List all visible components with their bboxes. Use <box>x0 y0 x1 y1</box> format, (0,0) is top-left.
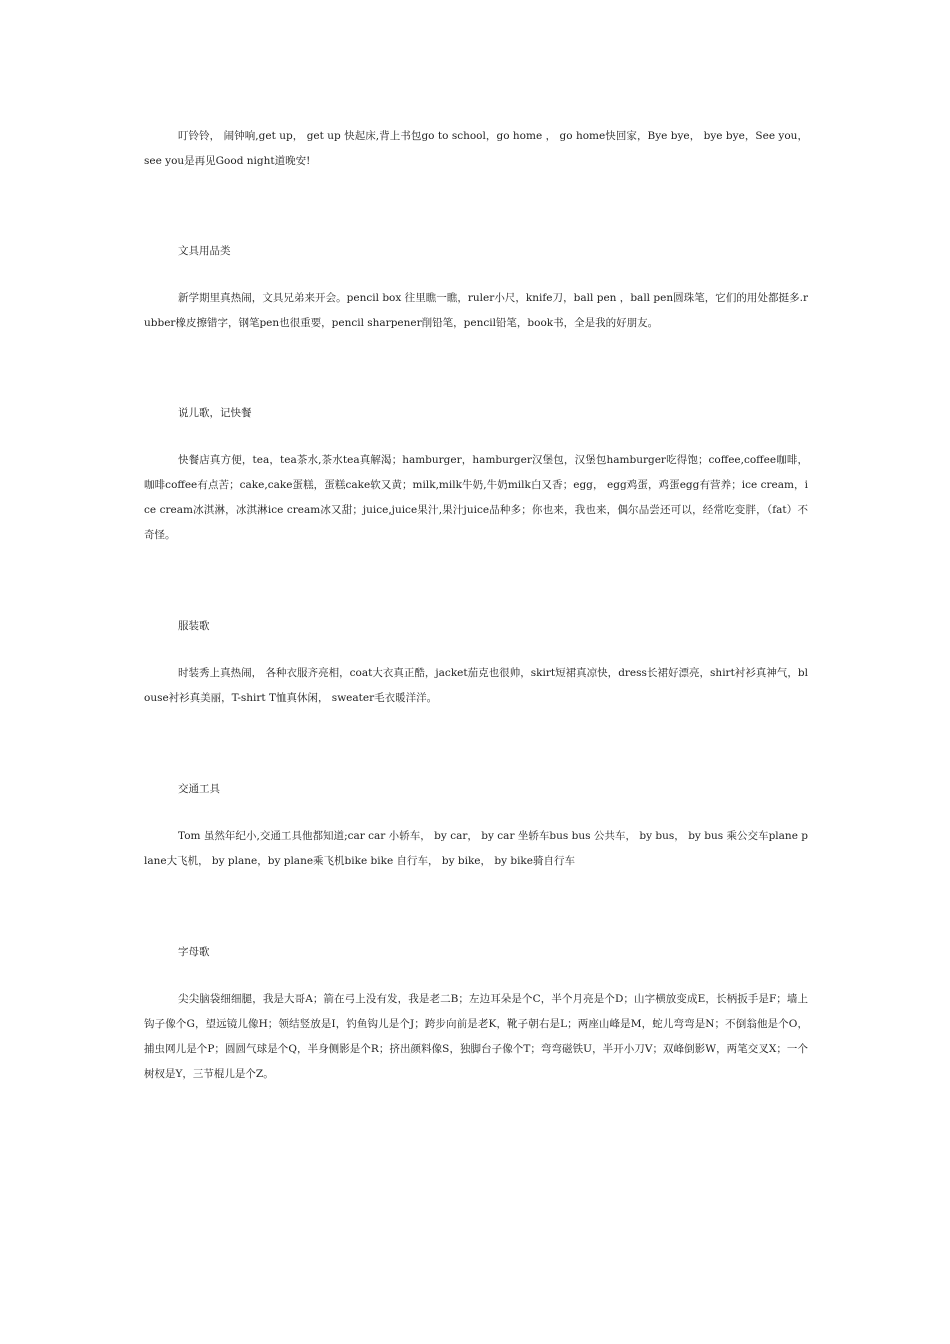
section-body-clothing: 时装秀上真热闹， 各种衣服齐亮相，coat大衣真正酷，jacket茄克也很帅，skirt短裙真凉快，dress长裙好漂亮，shirt衬衫真神气，blouse衬衫真美丽，T-shirt T恤真休闲， sweater毛衣暖洋洋。 <box>144 667 808 704</box>
intro-paragraph: 叮铃铃， 闹钟响,get up， get up 快起床,背上书包go to school，go home ， go home快回家，Bye bye， bye bye，See you， see you是再见Good night道晚安! <box>144 130 808 167</box>
section-title-stationery: 文具用品类 <box>178 245 231 257</box>
section-title-clothing: 服装歌 <box>178 620 210 632</box>
section-body-stationery: 新学期里真热闹，文具兄弟来开会。pencil box 往里瞧一瞧，ruler小尺，knife刀，ball pen ，ball pen圆珠笔，它们的用处都挺多.rubber橡皮擦错字，钢笔pen也很重要，pencil sharpener削铅笔，pencil铅笔，book书，全是我的好朋友。 <box>144 292 808 329</box>
section-title-alphabet: 字母歌 <box>178 946 210 958</box>
section-body-alphabet: 尖尖脑袋细细腿，我是大哥A；箭在弓上没有发，我是老二B；左边耳朵是个C，半个月亮是个D；山字横放变成E，长柄扳手是F；墙上钩子像个G，望远镜儿像H；领结竖放是I，钓鱼钩儿是个J；跨步向前是老K，靴子朝右是L；两座山峰是M，蛇儿弯弯是N；不倒翁他是个O，捕虫网儿是个P；圆圆气球是个Q，半身侧影是个R；挤出颜料像S，独脚台子像个T；弯弯磁铁U，半开小刀V；双峰倒影W，两笔交叉X；一个树杈是Y，三节棍儿是个Z。 <box>144 993 808 1080</box>
section-title-transport: 交通工具 <box>178 783 220 795</box>
section-body-fast-food: 快餐店真方便，tea，tea茶水,茶水tea真解渴；hamburger，hamburger汉堡包，汉堡包hamburger吃得饱；coffee,coffee咖啡，咖啡coffee有点苦；cake,cake蛋糕，蛋糕cake软又黄；milk,milk牛奶,牛奶milk白又香；egg， egg鸡蛋，鸡蛋egg有营养；ice cream，ice cream冰淇淋，冰淇淋ice cream冰又甜；juice,juice果汁,果汁juice品种多；你也来，我也来，偶尔品尝还可以，经常吃变胖，（fat）不奇怪。 <box>144 454 808 541</box>
document-page <box>144 124 808 1087</box>
section-title-fast-food: 说儿歌，记快餐 <box>178 407 252 419</box>
section-body-transport: Tom 虽然年纪小,交通工具他都知道;car car 小轿车， by car， by car 坐轿车bus bus 公共车， by bus， by bus 乘公交车plane plane大飞机， by plane，by plane乘飞机bike bike 自行车， by bike， by bike骑自行车 <box>144 830 808 867</box>
